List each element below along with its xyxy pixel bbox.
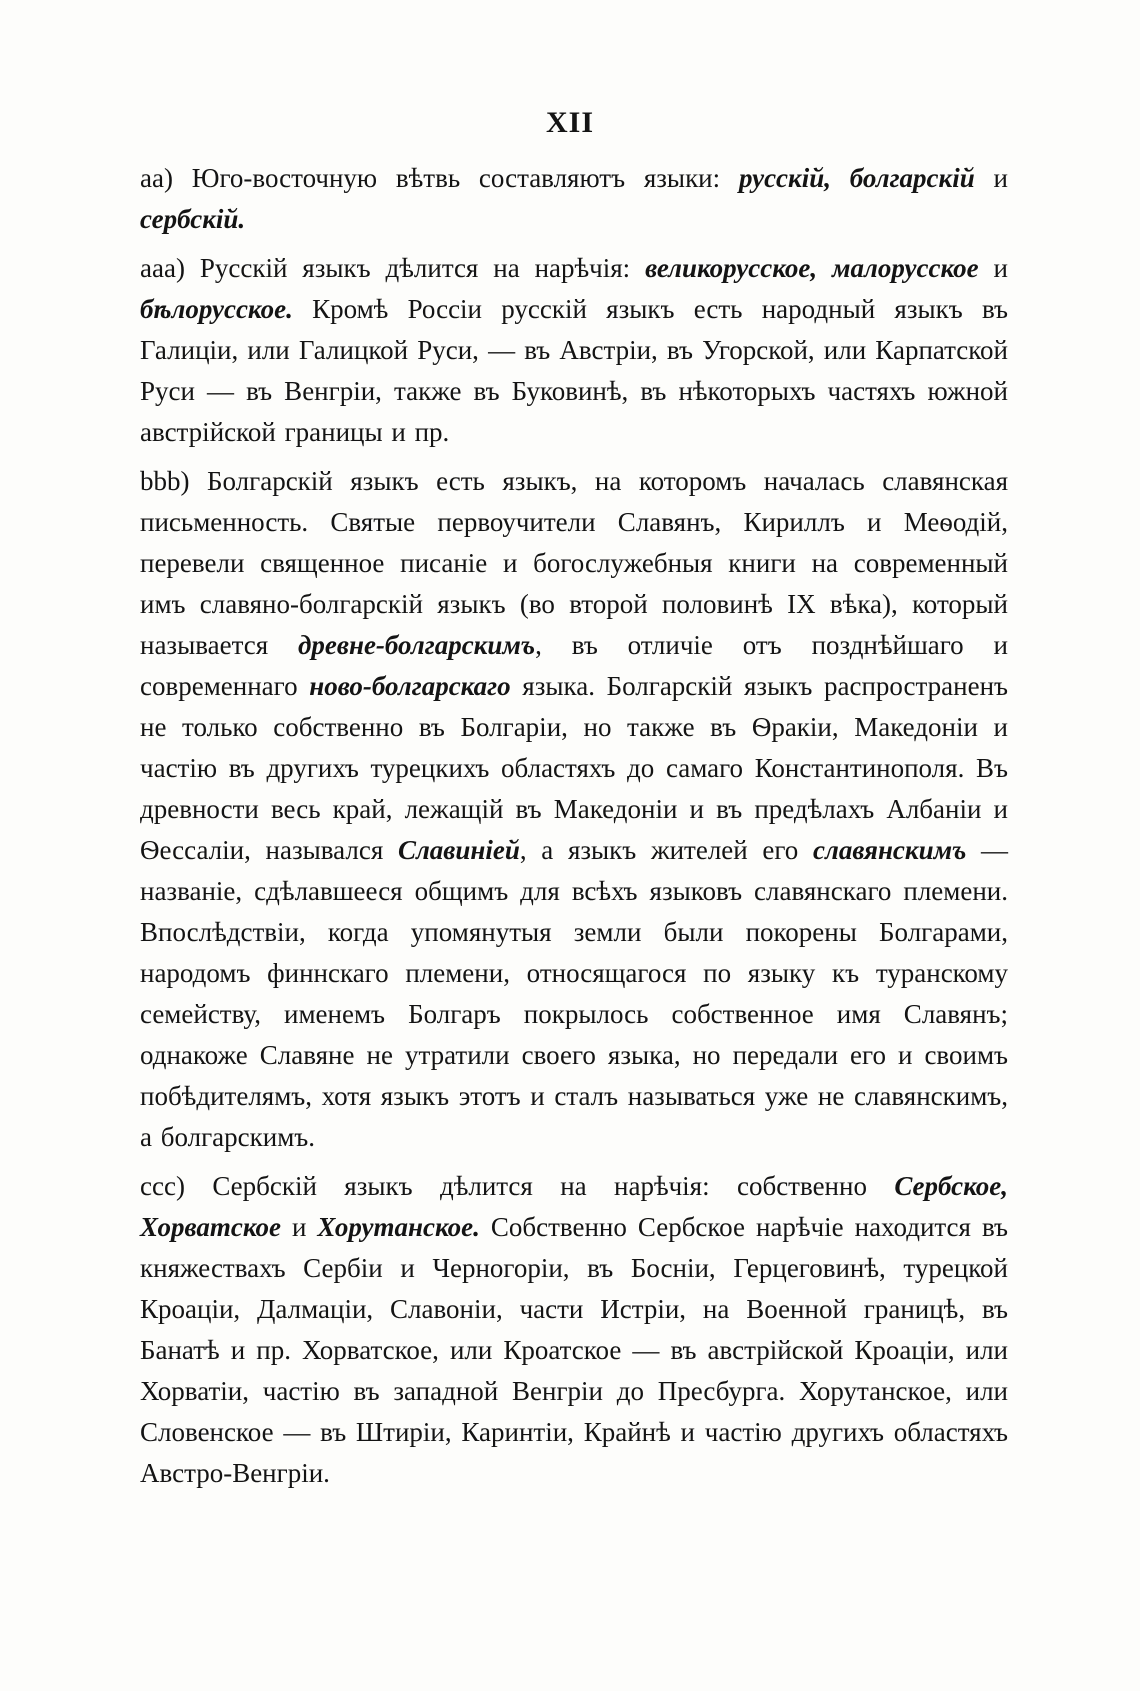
text-run: и [280, 1212, 318, 1242]
italic-term: Хорутанское. [317, 1212, 480, 1242]
text-run: Собственно Сербское нарѣчіе находится въ княжествахъ Сербіи и Черногоріи, въ Босніи, Герцеговинѣ, турецкой Кроаціи, Далмаціи, Славоніи, части Истріи, на Военной границѣ, въ Банатѣ и пр. Хорватское, или Кроатское — въ австрійской Кроаціи, или Хорватіи, частію въ западной Венгріи до Пресбурга. Хорутанское, или Словенское — въ Штиріи, Каринтіи, Крайнѣ и частію другихъ областяхъ Австро-Венгріи. [140, 1212, 1008, 1488]
text-run: ссс) Сербскій языкъ дѣлится на нарѣчія: собственно [140, 1171, 895, 1201]
italic-term: сербскій. [140, 204, 246, 234]
text-run: ааа) Русскій языкъ дѣлится на нарѣчія: [140, 253, 646, 283]
italic-term: ново-болгарскаго [309, 671, 511, 701]
text-run: — названіе, сдѣлавшееся общимъ для всѣхъ языковъ славянскаго племени. Впослѣдствіи, когда упомянутыя земли были покорены Болгарами, народомъ финнскаго племени, относящагося по языку къ туранскому семейству, именемъ Болгаръ покрылось собственное имя Славянъ; однакоже Славяне не утратили своего языка, но передали его и своимъ побѣдителямъ, хотя языкъ этотъ и сталъ называться уже не славянскимъ, а болгарскимъ. [140, 835, 1009, 1152]
body-text [140, 158, 1008, 1502]
italic-term: великорусское, малорусское [645, 253, 979, 283]
text-run: аа) Юго-восточную вѣтвь составляютъ языки: [140, 163, 739, 193]
italic-term: русскій, болгарскій [738, 163, 975, 193]
text-run: bbb) Болгарскій языкъ есть языкъ, на которомъ началась славянская письменность. Святые первоучители Славянъ, Кириллъ и Меѳодій, перевели священное писаніе и богослужебныя книги на современный имъ славяно-болгарскій языкъ (во второй половинѣ IX вѣка), который называется [140, 466, 1008, 660]
text-run: Кромѣ Россіи русскій языкъ есть народный языкъ въ Галиціи, или Галицкой Руси, — въ Австріи, въ Угорской, или Карпатской Руси — въ Венгріи, также въ Буковинѣ, въ нѣкоторыхъ частяхъ южной австрійской границы и пр. [140, 294, 1008, 447]
paragraph [140, 158, 1008, 240]
paragraph [140, 248, 1008, 453]
text-run: и [978, 253, 1009, 283]
paragraph [140, 1166, 1008, 1494]
italic-term: бѣлорусское. [140, 294, 293, 324]
paragraph [140, 461, 1008, 1158]
text-run: , а языкъ жителей его [519, 835, 813, 865]
page-number: XII [545, 106, 594, 139]
italic-term: славянскимъ [812, 835, 967, 865]
italic-term: Славиніей [397, 835, 520, 865]
text-run: языка. Болгарскій языкъ распространенъ не только собственно въ Болгаріи, но также въ Ѳракіи, Македоніи и частію въ другихъ турецкихъ областяхъ до самаго Константинополя. Въ древности весь край, лежащій въ Македоніи и въ предѣлахъ Албаніи и Ѳессаліи, назывался [140, 671, 1009, 865]
text-run: и [974, 163, 1008, 193]
italic-term: Сербское, Хорватское [140, 1171, 1008, 1242]
text-run: , въ отличіе отъ позднѣйшаго и современнаго [140, 630, 1008, 701]
italic-term: древне-болгарскимъ [298, 630, 536, 660]
